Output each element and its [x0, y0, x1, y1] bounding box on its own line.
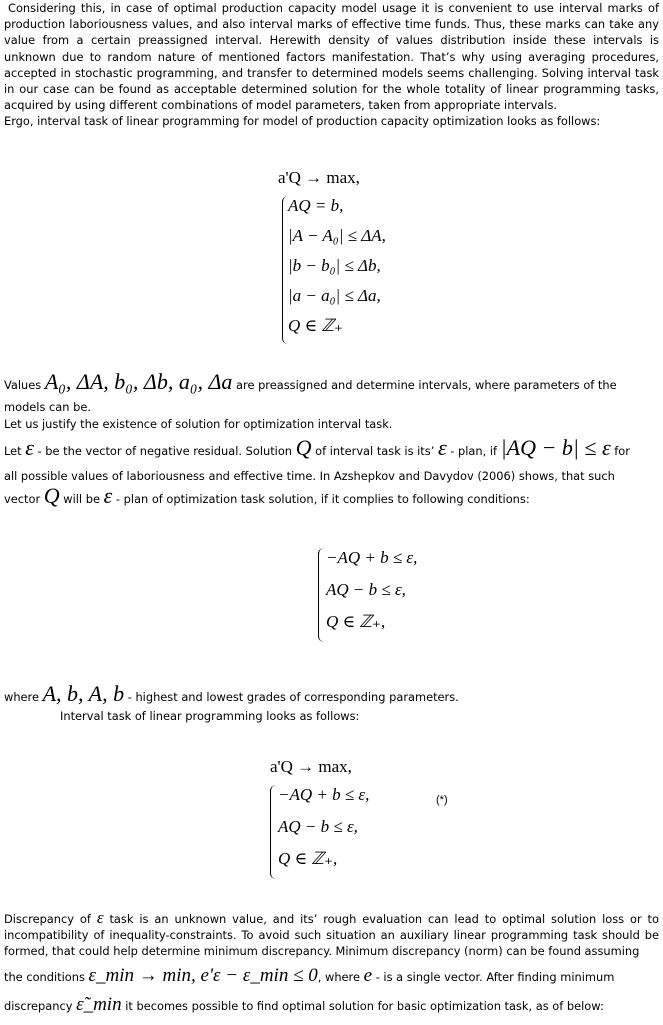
- equation-tag: (*): [436, 794, 448, 806]
- values-tail: are preassigned and determine intervals, where parameters of the: [236, 378, 617, 392]
- epsilon-symbol: ε: [437, 435, 447, 460]
- system-brace: [270, 785, 277, 879]
- residual-condition: |AQ − b| ≤ ε: [500, 435, 611, 460]
- constraint-row: Q ∈ ℤ₊,: [278, 849, 338, 868]
- last-lead: discrepancy: [4, 999, 73, 1013]
- cond-lead: the conditions: [4, 970, 85, 984]
- values-cont: models can be.: [4, 400, 91, 414]
- where-t2: - highest and lowest grades of corresponding parameters.: [127, 690, 459, 704]
- vector-line: [4, 483, 530, 508]
- epsilon-symbol: ε: [103, 483, 113, 508]
- discrepancy-paragraph: [4, 910, 659, 960]
- let-t4: - plan, if: [450, 444, 497, 458]
- q-symbol: Q: [43, 483, 60, 508]
- where-t1: where: [4, 690, 39, 704]
- values-math: A₀, ΔA, b₀, Δb, a₀, Δa: [44, 369, 233, 394]
- allvals-line: all possible values of laboriousness and effective time. In Azshepkov and Davydov (2006) shows, that such: [4, 469, 615, 483]
- constraint-row: −AQ + b ≤ ε,: [326, 548, 418, 567]
- objective-function: a'Q → max,: [270, 757, 352, 776]
- objective-function: a'Q → max,: [278, 168, 360, 187]
- vector-t1: vector: [4, 492, 41, 506]
- min-discrepancy-symbol: ε̃_min: [76, 994, 122, 1015]
- conditions-line: [4, 965, 615, 986]
- vector-t2: will be: [63, 492, 100, 506]
- values-line: [4, 369, 617, 394]
- vector-t3: - plan of optimization task solution, if it complies to following conditions:: [115, 492, 530, 506]
- intro-paragraph: Considering this, in case of optimal production capacity model usage it is convenient to use interval marks of production laboriousness values, and also interval marks of effective time funds. Thus, these marks can take any value from a certain preassigned interval. Herewith density of values distribution inside these intervals is unknown due to random nature of mentioned factors manifestation. That’s why using averaging procedures, accepted in stochastic programming, and transfer to determined models seems challenging. Solving interval task in our case can be found as acceptable determined solution for the whole totality of linear programming tasks, acquired by using different combinations of model parameters, taken from appropriate intervals.: [4, 1, 659, 113]
- ergo-paragraph: Ergo, interval task of linear programming for model of production capacity optimization looks as follows:: [4, 114, 601, 128]
- constraint-row: Q ∈ ℤ₊,: [326, 612, 386, 631]
- q-symbol: Q: [295, 435, 312, 460]
- let-line: [4, 435, 630, 460]
- constraint-row: Q ∈ ℤ₊: [288, 316, 343, 335]
- disc-l1b: task is an unknown value, and its’ rough evaluation can lead to optimal solution loss or to incompatibility of inequality-constraints. To avoid such situation an auxiliary linear programming task should be formed, that could help determine minimum discrepancy. Minimum discrepancy (norm) can be found assuming: [4, 912, 659, 959]
- where-math: A, b, A, b: [42, 681, 125, 706]
- constraint-row: |A − A₀| ≤ ΔA,: [288, 226, 386, 245]
- constraint-row: |b − b₀| ≤ Δb,: [288, 256, 381, 275]
- equation-system-2: [318, 548, 478, 648]
- discrepancy-line: [4, 994, 604, 1015]
- constraint-row: AQ − b ≤ ε,: [278, 817, 358, 836]
- constraint-row: AQ − b ≤ ε,: [326, 580, 406, 599]
- epsilon-symbol: ε: [25, 435, 34, 460]
- constraint-row: |a − a₀| ≤ Δa,: [288, 286, 381, 305]
- equation-system-1: [270, 168, 470, 348]
- let-t5: for: [614, 444, 630, 458]
- system-brace: [318, 548, 325, 642]
- let-t2: - be the vector of negative residual. Solution: [37, 444, 293, 458]
- epsilon-symbol: ε: [96, 908, 104, 927]
- values-lead: Values: [4, 378, 42, 392]
- e-symbol: e: [363, 965, 373, 986]
- where-line: [4, 681, 459, 706]
- let-t3: of interval task is its’: [315, 444, 435, 458]
- constraint-row: −AQ + b ≤ ε,: [278, 785, 370, 804]
- interval-line: Interval task of linear programming looks as follows:: [60, 709, 360, 723]
- cond-tail2: - is a single vector. After finding minimum: [375, 970, 615, 984]
- constraint-row: AQ = b,: [288, 196, 344, 215]
- let-t1: Let: [4, 444, 22, 458]
- cond-tail: , where: [317, 970, 360, 984]
- justify-line: Let us justify the existence of solution for optimization interval task.: [4, 417, 393, 431]
- cond-math: ε_min → min, e'ε − ε_min ≤ 0: [88, 965, 318, 986]
- disc-l1: Discrepancy of: [4, 912, 91, 926]
- last-tail: it becomes possible to find optimal solution for basic optimization task, as of below:: [125, 999, 604, 1013]
- equation-system-3: [268, 757, 468, 887]
